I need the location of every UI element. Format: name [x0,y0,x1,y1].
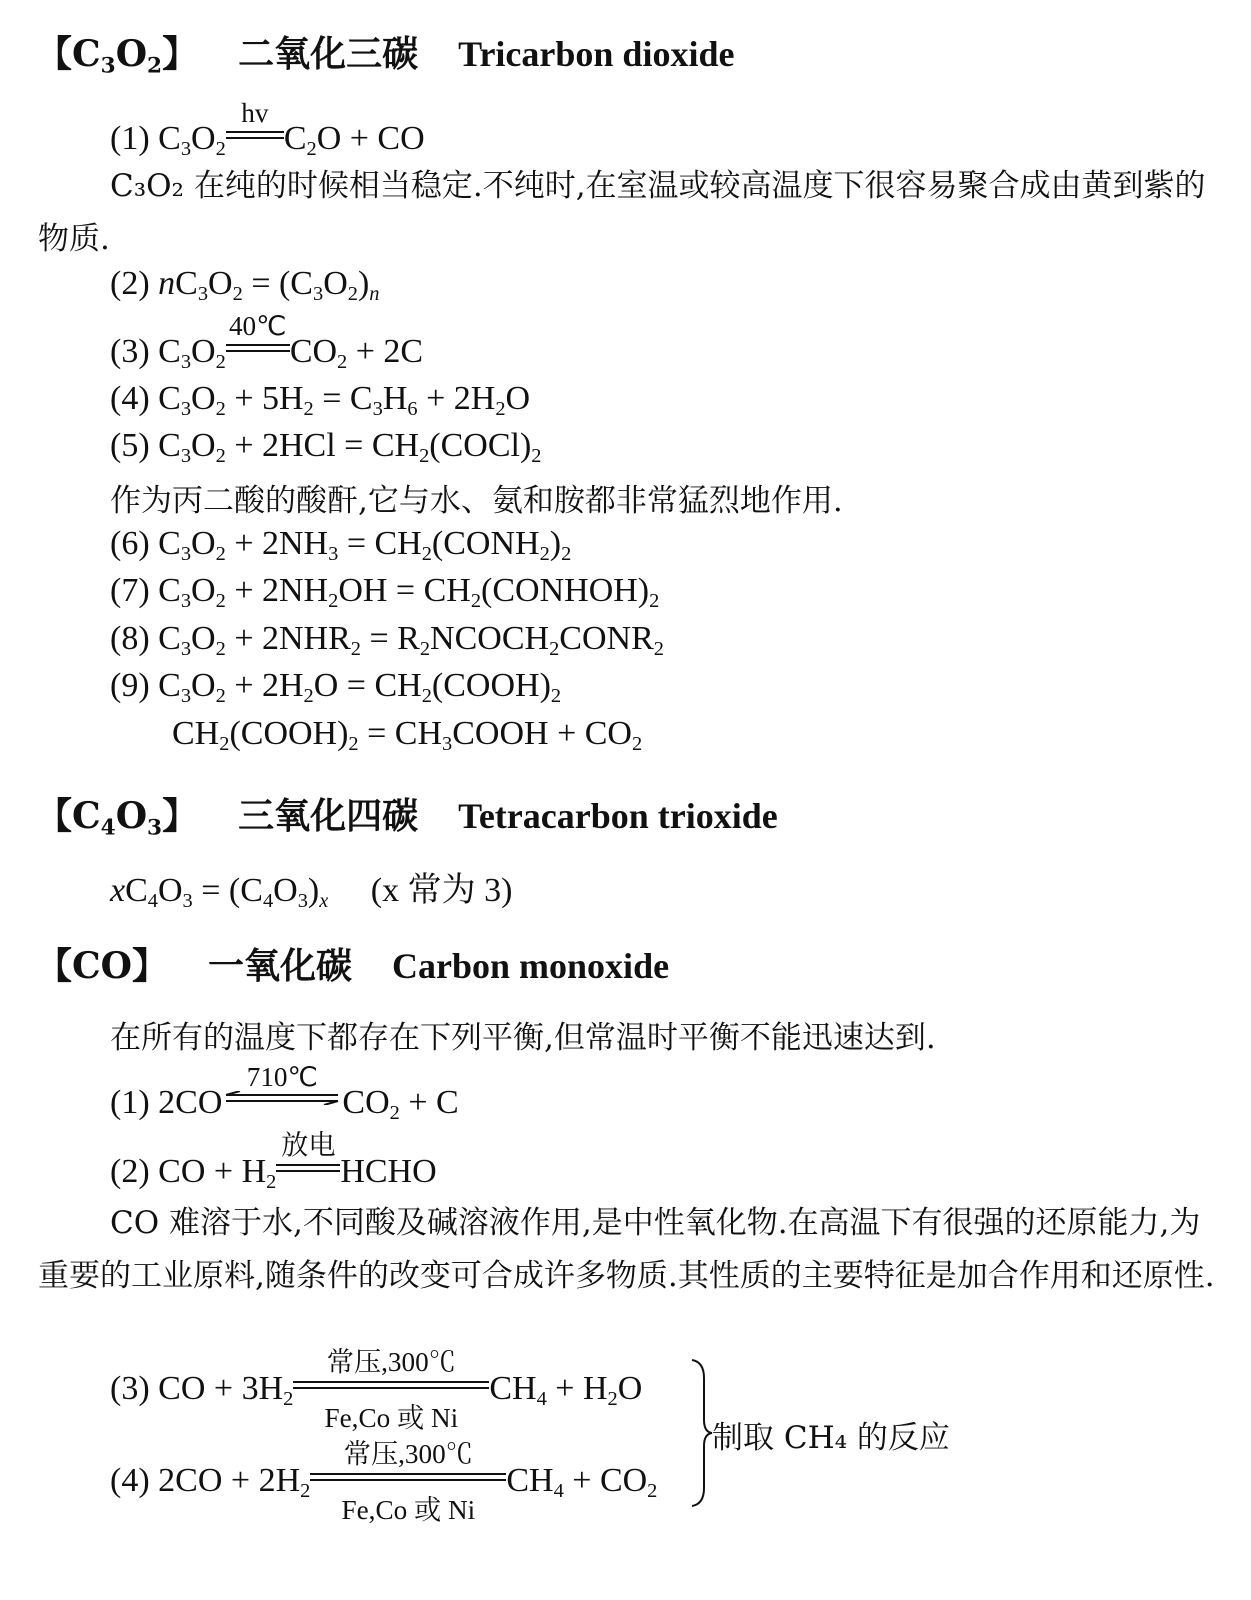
formula-label: 【$C_3O_2$】 [36,33,199,79]
co-equation-2: (2) CO + $H_2$ 放电 HCHO [110,1153,437,1191]
paragraph-properties: CO 难溶于水,不同酸及碱溶液作用,是中性氧化物.在高温下有很强的还原能力,为重要的工业原料,随条件的改变可合成许多物质.其性质的主要特征是加合作用和还原性. [38,1205,1215,1294]
equation-polymer: $xC_4O_3 = (C_4O_3)_x$ (x 常为 3) [110,872,513,913]
condition-top: 常压,300℃ [343,1439,473,1470]
equation-9: (9) $C_3O_2 + 2H_2O$ = $CH_2(COOH)_2$ [110,667,562,708]
equation-1: (1) $C_3O_2$ hv $C_2O$ + CO [110,98,425,161]
paragraph-anhydride: 作为丙二酸的酸酐,它与水、氨和胺都非常猛烈地作用. [110,483,843,519]
chinese-name: 一氧化碳 [208,945,353,987]
equation-number: (2) [110,265,150,302]
equation-number: (3) [110,333,150,370]
formula-label: 【$C_4O_3$】 [36,795,199,841]
equation-number: (5) [110,427,150,464]
section-title-co [36,938,669,989]
formula-label: 【CO】 [36,945,169,987]
condition-bottom: Fe,Co 或 Ni [341,1494,476,1525]
chinese-name: 三氧化四碳 [238,795,419,837]
condition-label: 放电 [281,1130,336,1161]
reversible-arrow [222,1091,342,1105]
equation-6: (6) $C_3O_2 + 2NH_3$ = $CH_2(CONH_2)_2$ [110,525,572,566]
condition-label: hv [241,98,269,129]
equation-number: (2) [110,1153,150,1190]
equation-number: (6) [110,525,150,562]
condition-top: 常压,300℃ [326,1347,456,1378]
equation-number: (8) [110,620,150,657]
english-name: Tetracarbon trioxide [458,796,778,836]
chinese-name: 二氧化三碳 [238,33,419,75]
note: (x 常为 3) [370,872,513,909]
equation-number: (1) [110,1084,150,1121]
condition-bottom: Fe,Co 或 Ni [324,1402,459,1433]
co-equation-1: (1) 2CO 710℃ $CO_2 + C$ [110,1062,459,1125]
english-name: Carbon monoxide [392,946,670,986]
brace-label: 制取 CH₄ 的反应 [712,1420,950,1456]
condition-label: 710℃ [246,1062,319,1093]
equation-4: (4) $C_3O_2 + 5H_2 = C_3H_6 + 2H_2O$ [110,380,531,421]
co-equation-4: (4) $2CO + 2H_2$ 常压,300℃ Fe,Co 或 Ni $CH_4 + CO_2$ [110,1462,657,1500]
co-equation-3: (3) CO + $3H_2$ 常压,300℃ Fe,Co 或 Ni $CH_4 + H_2O$ [110,1370,642,1408]
equation-number: (4) [110,380,150,417]
english-name: Tricarbon dioxide [458,34,735,74]
equation-number: (7) [110,572,150,609]
right-brace [690,1358,714,1508]
condition-label: 40℃ [228,311,287,342]
section-title-c4o3 [36,788,778,839]
equation-number: (9) [110,667,150,704]
equation-number: (3) [110,1370,150,1407]
section-title-c3o2 [36,26,734,77]
equation-2: (2) $nC_3O_2 = (C_3O_2)_n$ [110,265,380,306]
equation-8: (8) $C_3O_2 + 2NHR_2$ = $R_2NCOCH_2CONR_2$ [110,620,664,661]
equation-3: (3) $C_3O_2$ 40℃ $CO_2 + 2C$ [110,311,424,374]
equation-number: (4) [110,1462,150,1499]
equation-number: (1) [110,120,150,157]
equation-7: (7) $C_3O_2 + 2NH_2OH$ = $CH_2(CONHOH)_2$ [110,572,660,613]
equation-9b: $CH_2(COOH)_2$ = $CH_3COOH + CO_2$ [172,715,643,756]
equation-5: (5) $C_3O_2 + 2HCl$ = $CH_2(COCl)_2$ [110,427,542,468]
paragraph-stability: C₃O₂ 在纯的时候相当稳定.不纯时,在室温或较高温度下很容易聚合成由黄到紫的物质. [38,168,1206,257]
paragraph-equilibrium: 在所有的温度下都存在下列平衡,但常温时平衡不能迅速达到. [110,1020,936,1056]
